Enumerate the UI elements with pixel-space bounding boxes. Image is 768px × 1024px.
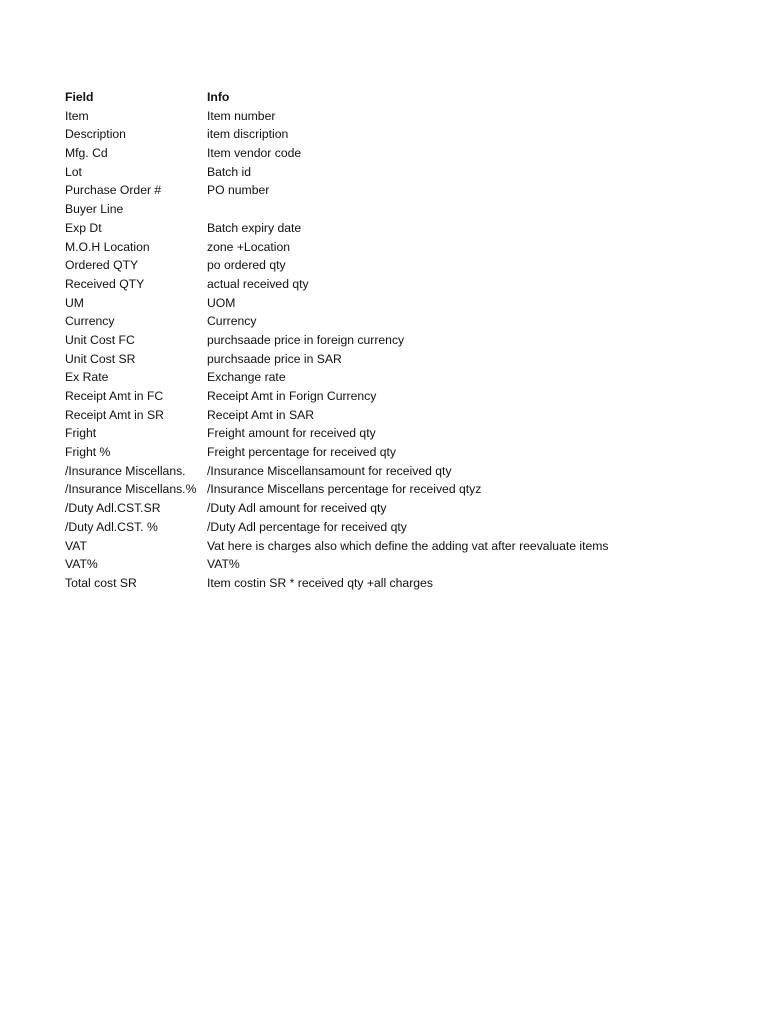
table-header-row [65, 88, 745, 107]
table-row [65, 387, 745, 406]
field-cell: /Duty Adl.CST. % [65, 519, 158, 534]
table-row [65, 518, 745, 537]
field-cell: VAT [65, 538, 87, 553]
field-cell: /Insurance Miscellans. [65, 463, 186, 478]
info-cell: VAT% [207, 557, 240, 572]
info-cell: Batch expiry date [207, 220, 302, 235]
info-cell: Currency [207, 314, 257, 329]
field-cell: Lot [65, 164, 82, 179]
table-row [65, 238, 745, 257]
table-row [65, 219, 745, 238]
table-row [65, 256, 745, 275]
field-cell: Total cost SR [65, 575, 137, 590]
info-cell: Item costin SR * received qty +all charges [207, 575, 433, 590]
table-body [65, 107, 745, 593]
field-cell: Receipt Amt in FC [65, 389, 164, 403]
field-cell: UM [65, 295, 84, 310]
field-cell: Unit Cost SR [65, 351, 136, 366]
field-cell: Buyer Line [65, 202, 124, 217]
field-cell: Unit Cost FC [65, 332, 135, 347]
field-cell: Purchase Order # [65, 183, 162, 198]
field-cell: Mfg. Cd [65, 146, 108, 161]
info-cell [207, 200, 745, 219]
table-row [65, 163, 745, 182]
table-row [65, 294, 745, 313]
info-cell: Freight amount for received qty [207, 426, 376, 441]
field-cell: Received QTY [65, 276, 145, 291]
table-row [65, 181, 745, 200]
table-row [65, 424, 745, 443]
field-cell: Fright % [65, 445, 111, 460]
table-row [65, 537, 745, 556]
info-cell: Receipt Amt in Forign Currency [207, 389, 377, 403]
field-info-table [65, 88, 745, 593]
info-cell: actual received qty [207, 276, 309, 291]
table-row [65, 368, 745, 387]
info-cell: po ordered qty [207, 258, 286, 273]
info-cell: zone +Location [207, 239, 291, 254]
table-row [65, 480, 745, 499]
field-cell: Description [65, 127, 126, 142]
table-row [65, 499, 745, 518]
field-cell: Receipt Amt in SR [65, 407, 164, 422]
table-row [65, 331, 745, 350]
info-cell: Vat here is charges also which define the adding vat after reevaluate items [207, 538, 609, 553]
field-cell: /Duty Adl.CST.SR [65, 501, 161, 516]
info-cell: /Duty Adl percentage for received qty [207, 519, 407, 534]
field-cell: Currency [65, 314, 115, 329]
table-row [65, 275, 745, 294]
table-row [65, 555, 745, 574]
info-cell: item discription [207, 127, 289, 142]
table-row [65, 406, 745, 425]
table-row [65, 350, 745, 369]
info-cell: /Duty Adl amount for received qty [207, 501, 387, 516]
table-row [65, 144, 745, 163]
info-cell: /Insurance Miscellansamount for received qty [207, 463, 452, 478]
info-cell: purchsaade price in foreign currency [207, 332, 405, 347]
field-cell: /Insurance Miscellans.% [65, 482, 197, 497]
info-cell: Freight percentage for received qty [207, 445, 397, 460]
table-row [65, 312, 745, 331]
table-row [65, 574, 745, 593]
info-cell: Receipt Amt in SAR [207, 407, 315, 422]
field-cell: Item [65, 108, 89, 123]
info-cell: PO number [207, 183, 270, 198]
table-row [65, 125, 745, 144]
column-header-field: Field [65, 90, 94, 104]
field-cell: VAT% [65, 557, 98, 572]
field-cell: M.O.H Location [65, 239, 150, 254]
column-header-info: Info [207, 90, 230, 104]
info-cell: UOM [207, 295, 236, 310]
info-cell: purchsaade price in SAR [207, 351, 342, 366]
info-cell: Exchange rate [207, 370, 286, 385]
table-row [65, 107, 745, 126]
info-cell: /Insurance Miscellans percentage for received qtyz [207, 482, 482, 497]
field-cell: Exp Dt [65, 220, 102, 235]
field-cell: Ex Rate [65, 370, 109, 385]
info-cell: Batch id [207, 164, 252, 179]
info-cell: Item number [207, 108, 276, 123]
table-row [65, 462, 745, 481]
table-row [65, 200, 745, 219]
field-cell: Ordered QTY [65, 258, 139, 273]
field-cell: Fright [65, 426, 97, 441]
info-cell: Item vendor code [207, 146, 302, 161]
table-row [65, 443, 745, 462]
